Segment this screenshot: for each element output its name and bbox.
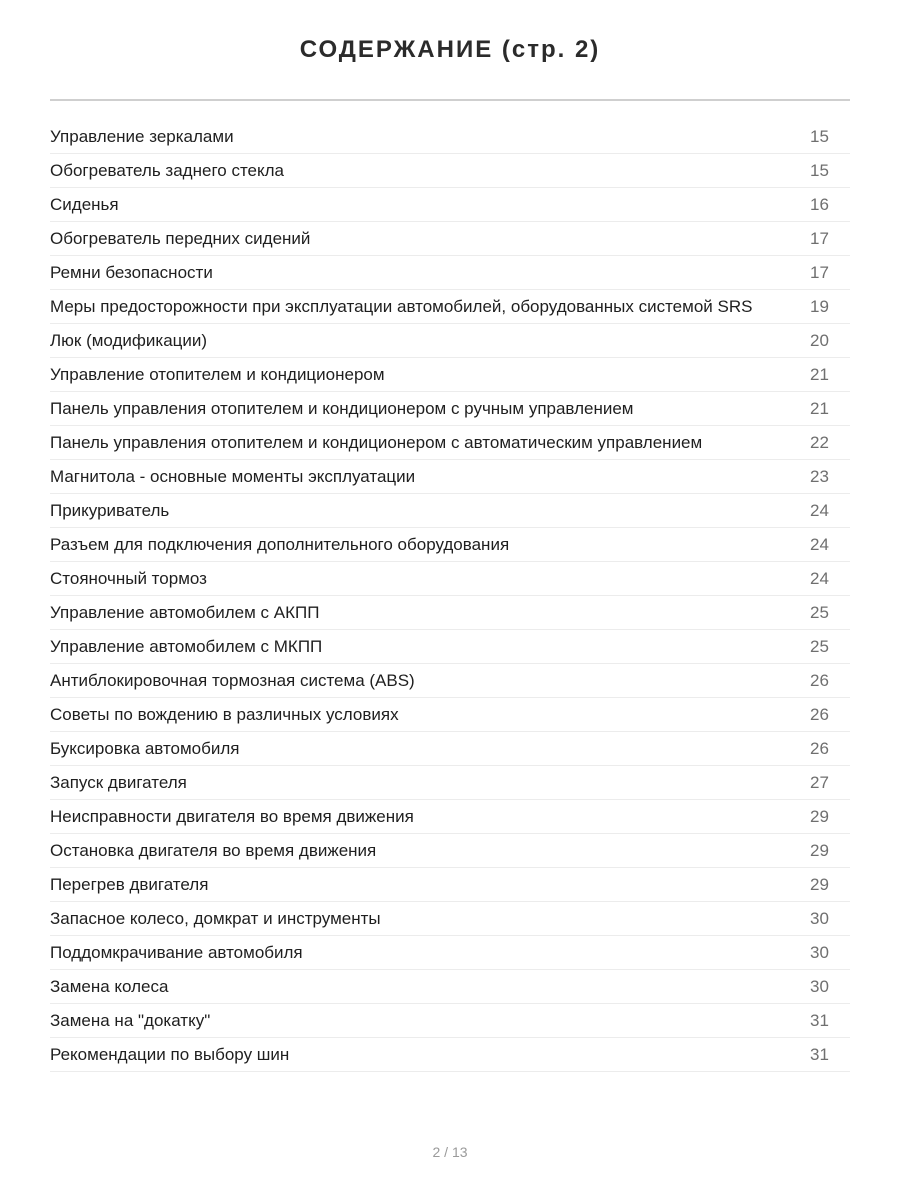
toc-entry-page-number: 15 bbox=[810, 126, 829, 146]
toc-entry-label: Управление зеркалами bbox=[50, 126, 234, 146]
toc-entry-page-number: 25 bbox=[810, 636, 829, 656]
toc-entry-page-number: 29 bbox=[810, 806, 829, 826]
toc-entry-page-number: 29 bbox=[810, 840, 829, 860]
table-of-contents bbox=[50, 120, 850, 1072]
toc-entry[interactable] bbox=[50, 120, 850, 154]
toc-entry-label: Советы по вождению в различных условиях bbox=[50, 704, 399, 724]
toc-entry[interactable] bbox=[50, 800, 850, 834]
toc-entry-label: Неисправности двигателя во время движения bbox=[50, 806, 414, 826]
toc-entry-page-number: 26 bbox=[810, 738, 829, 758]
toc-entry-label: Панель управления отопителем и кондиционером с автоматическим управлением bbox=[50, 432, 703, 452]
toc-entry-label: Запасное колесо, домкрат и инструменты bbox=[50, 908, 381, 928]
toc-entry[interactable] bbox=[50, 426, 850, 460]
toc-entry[interactable] bbox=[50, 358, 850, 392]
toc-entry[interactable] bbox=[50, 936, 850, 970]
toc-entry[interactable] bbox=[50, 732, 850, 766]
toc-entry-label: Меры предосторожности при эксплуатации автомобилей, оборудованных системой SRS bbox=[50, 296, 753, 316]
toc-entry[interactable] bbox=[50, 834, 850, 868]
toc-entry[interactable] bbox=[50, 154, 850, 188]
toc-entry-page-number: 23 bbox=[810, 466, 829, 486]
toc-entry-page-number: 31 bbox=[810, 1010, 829, 1030]
toc-entry-page-number: 29 bbox=[810, 874, 829, 894]
toc-entry-page-number: 19 bbox=[810, 296, 829, 316]
toc-entry-page-number: 17 bbox=[810, 228, 829, 248]
toc-entry-label: Разъем для подключения дополнительного оборудования bbox=[50, 534, 510, 554]
toc-entry[interactable] bbox=[50, 222, 850, 256]
toc-entry[interactable] bbox=[50, 970, 850, 1004]
toc-entry-label: Сиденья bbox=[50, 194, 119, 214]
toc-entry-label: Панель управления отопителем и кондиционером с ручным управлением bbox=[50, 398, 634, 418]
page-indicator: 2 / 13 bbox=[432, 1144, 468, 1160]
toc-entry[interactable] bbox=[50, 392, 850, 426]
toc-entry-page-number: 24 bbox=[810, 534, 829, 554]
toc-entry-label: Замена на "докатку" bbox=[50, 1010, 211, 1030]
toc-entry-page-number: 21 bbox=[810, 398, 829, 418]
toc-entry[interactable] bbox=[50, 324, 850, 358]
toc-entry[interactable] bbox=[50, 494, 850, 528]
toc-entry-page-number: 20 bbox=[810, 330, 829, 350]
toc-entry[interactable] bbox=[50, 1004, 850, 1038]
toc-entry-label: Прикуриватель bbox=[50, 500, 170, 520]
toc-entry-label: Поддомкрачивание автомобиля bbox=[50, 942, 303, 962]
toc-entry-label: Обогреватель заднего стекла bbox=[50, 160, 284, 180]
toc-entry[interactable] bbox=[50, 664, 850, 698]
toc-entry-label: Магнитола - основные моменты эксплуатации bbox=[50, 466, 416, 486]
toc-entry-page-number: 27 bbox=[810, 772, 829, 792]
toc-entry[interactable] bbox=[50, 902, 850, 936]
toc-entry-page-number: 25 bbox=[810, 602, 829, 622]
toc-entry-label: Управление автомобилем с МКПП bbox=[50, 636, 323, 656]
toc-entry-page-number: 24 bbox=[810, 568, 829, 588]
toc-entry-page-number: 26 bbox=[810, 704, 829, 724]
toc-entry-page-number: 31 bbox=[810, 1044, 829, 1064]
toc-entry-label: Рекомендации по выбору шин bbox=[50, 1044, 290, 1064]
page-title: СОДЕРЖАНИЕ (стр. 2) bbox=[299, 36, 601, 63]
toc-entry-label: Управление автомобилем с АКПП bbox=[50, 602, 320, 622]
title-divider bbox=[50, 99, 850, 101]
toc-entry-page-number: 30 bbox=[810, 976, 829, 996]
toc-entry-label: Управление отопителем и кондиционером bbox=[50, 364, 385, 384]
toc-entry-label: Люк (модификации) bbox=[50, 330, 208, 350]
toc-entry-page-number: 16 bbox=[810, 194, 829, 214]
toc-entry[interactable] bbox=[50, 562, 850, 596]
toc-entry[interactable] bbox=[50, 188, 850, 222]
toc-entry-page-number: 24 bbox=[810, 500, 829, 520]
toc-entry-page-number: 15 bbox=[810, 160, 829, 180]
toc-entry[interactable] bbox=[50, 460, 850, 494]
toc-entry[interactable] bbox=[50, 766, 850, 800]
toc-entry-page-number: 30 bbox=[810, 942, 829, 962]
toc-entry-page-number: 17 bbox=[810, 262, 829, 282]
toc-entry-label: Остановка двигателя во время движения bbox=[50, 840, 377, 860]
toc-entry-page-number: 30 bbox=[810, 908, 829, 928]
toc-entry[interactable] bbox=[50, 528, 850, 562]
toc-entry-label: Ремни безопасности bbox=[50, 262, 213, 282]
toc-entry-label: Буксировка автомобиля bbox=[50, 738, 240, 758]
toc-entry[interactable] bbox=[50, 256, 850, 290]
toc-entry-label: Запуск двигателя bbox=[50, 772, 187, 792]
toc-entry[interactable] bbox=[50, 1038, 850, 1072]
toc-entry-label: Замена колеса bbox=[50, 976, 169, 996]
toc-entry-page-number: 21 bbox=[810, 364, 829, 384]
toc-entry[interactable] bbox=[50, 630, 850, 664]
toc-entry[interactable] bbox=[50, 868, 850, 902]
toc-entry[interactable] bbox=[50, 290, 850, 324]
toc-entry-label: Перегрев двигателя bbox=[50, 874, 209, 894]
toc-entry[interactable] bbox=[50, 596, 850, 630]
toc-entry-page-number: 22 bbox=[810, 432, 829, 452]
toc-entry[interactable] bbox=[50, 698, 850, 732]
toc-entry-label: Антиблокировочная тормозная система (ABS) bbox=[50, 670, 415, 690]
toc-entry-page-number: 26 bbox=[810, 670, 829, 690]
toc-entry-label: Обогреватель передних сидений bbox=[50, 228, 311, 248]
toc-entry-label: Стояночный тормоз bbox=[50, 568, 207, 588]
